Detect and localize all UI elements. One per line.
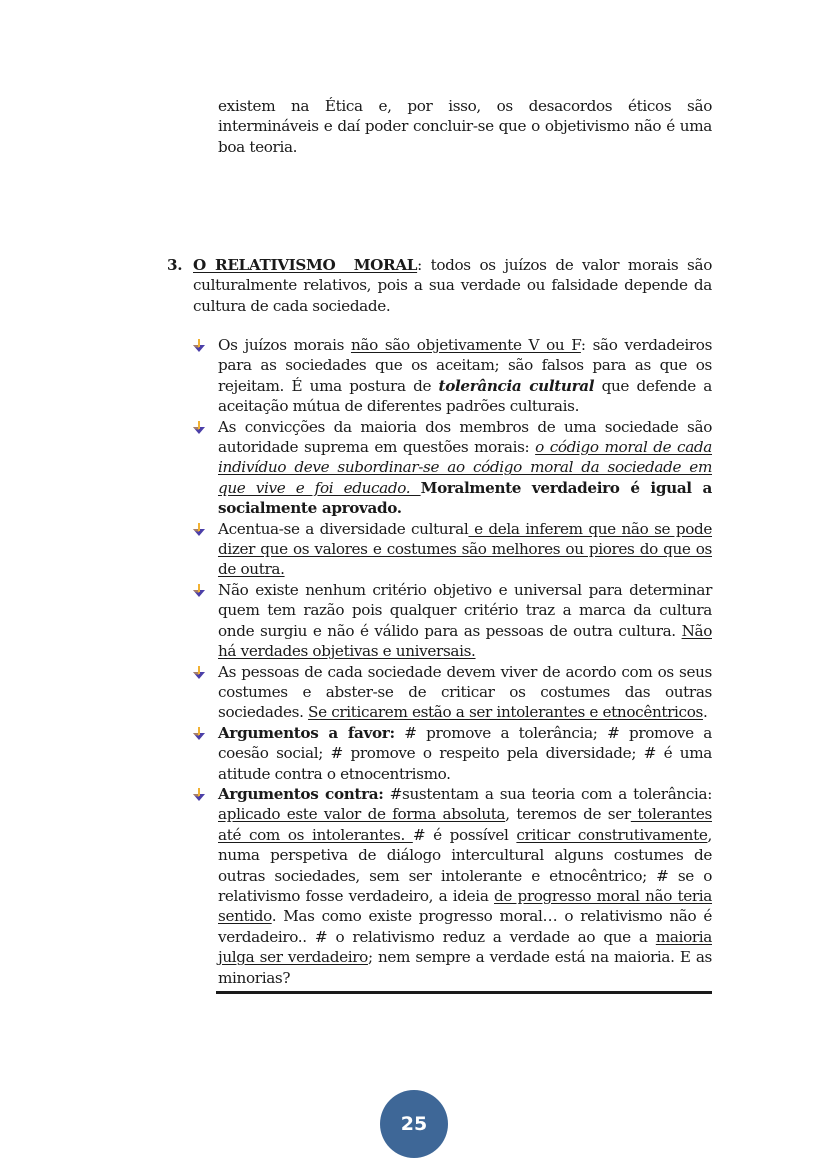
list-text: : são verdadeiros para as sociedades que os aceitam; são falsos para as que os rejeitam. É uma postura de — [218, 336, 713, 395]
list-item — [193, 662, 712, 723]
down-arrow-bullet-icon — [193, 522, 205, 536]
down-arrow-bullet-icon — [193, 726, 205, 740]
list-text: Não existe nenhum critério objetivo e universal para determinar quem tem razão pois qualquer critério traz a marca da cultura onde surgiu e não é válido para as pessoas de outra cultura. — [218, 580, 712, 640]
list-text: que defende a aceitação mútua de diferentes padrões culturais. — [218, 376, 712, 416]
list-text: Os juízos morais — [218, 336, 351, 354]
section-definition — [193, 255, 712, 316]
page-number-badge: 25 — [380, 1090, 448, 1158]
list-text: As convicções da maioria dos membros de uma sociedade são autoridade suprema em questões morais: — [218, 417, 712, 457]
list-item — [193, 335, 712, 417]
emphasis-text: Moralmente verdadeiro é igual a socialmente aprovado. — [218, 478, 713, 518]
list-item — [193, 580, 712, 662]
section-heading-text: : todos os juízos de valor morais são culturalmente relativos, pois a sua verdade ou falsidade depende da cultura de cada sociedade. — [193, 256, 713, 315]
list-item — [193, 417, 712, 519]
emphasis-text: Se criticarem estão a ser intolerantes e etnocêntricos — [308, 703, 703, 722]
section-heading: O RELATIVISMO MORAL — [193, 256, 418, 274]
list-text: ; nem sempre a verdade está na maioria. E as minorias? — [218, 948, 713, 987]
list-text: #sustentam a sua teoria com a tolerância: — [383, 784, 712, 803]
section-number: 3. — [167, 256, 183, 274]
emphasis-text: Argumentos contra: — [218, 784, 384, 803]
list-text: As pessoas de cada sociedade devem viver de acordo com os seus costumes e abster-se de criticar os costumes das outras sociedades. — [218, 662, 712, 722]
bullet-list — [193, 335, 712, 988]
list-text: . — [702, 703, 708, 722]
list-item — [193, 723, 712, 784]
horizontal-rule — [216, 991, 712, 994]
section-relativismo-moral — [167, 255, 712, 316]
list-item — [193, 784, 712, 988]
down-arrow-bullet-icon — [193, 338, 205, 352]
emphasis-text: tolerância cultural — [438, 376, 595, 395]
intro-paragraph: existem na Ética e, por isso, os desacordos éticos são intermináveis e daí poder concluir-se que o objetivismo não é uma boa teoria. — [218, 97, 712, 156]
list-text: , numa perspetiva de diálogo intercultural alguns costumes de outras sociedades, sem ser intolerante e etnocêntrico; # se o relativismo fosse verdadeiro, a ideia — [218, 825, 712, 905]
emphasis-text: de progresso moral não teria sentido — [218, 886, 712, 926]
list-text: , teremos de ser — [505, 805, 631, 824]
down-arrow-bullet-icon — [193, 583, 205, 597]
emphasis-text: Argumentos a favor: — [218, 723, 395, 742]
emphasis-text: tolerantes até com os intolerantes. — [218, 805, 712, 844]
emphasis-text: Não há verdades objetivas e universais. — [218, 621, 712, 661]
list-text: Acentua-se a diversidade cultural — [218, 519, 469, 538]
emphasis-text: aplicado este valor de forma absoluta — [218, 805, 506, 824]
list-text: # promove a tolerância; # promove a coesão social; # promove o respeito pela diversidade; # é uma atitude contra o etnocentrismo. — [218, 723, 712, 783]
down-arrow-bullet-icon — [193, 420, 205, 434]
emphasis-text: criticar construtivamente — [516, 825, 708, 844]
list-item — [193, 519, 712, 580]
emphasis-text: não são objetivamente V ou F — [350, 336, 581, 354]
down-arrow-bullet-icon — [193, 665, 205, 679]
down-arrow-bullet-icon — [193, 787, 205, 801]
list-text: # é possível — [412, 825, 517, 844]
emphasis-text: maioria julga ser verdadeiro — [218, 927, 712, 967]
list-text: . Mas como existe progresso moral… o relativismo não é verdadeiro.. # o relativismo reduz a verdade ao que a — [218, 907, 712, 946]
emphasis-text: o código moral de cada indivíduo deve subordinar-se ao código moral da sociedade em que vive e foi educado. — [218, 438, 712, 497]
emphasis-text: e dela inferem que não se pode dizer que os valores e costumes são melhores ou piores do que os de outra. — [218, 519, 712, 579]
